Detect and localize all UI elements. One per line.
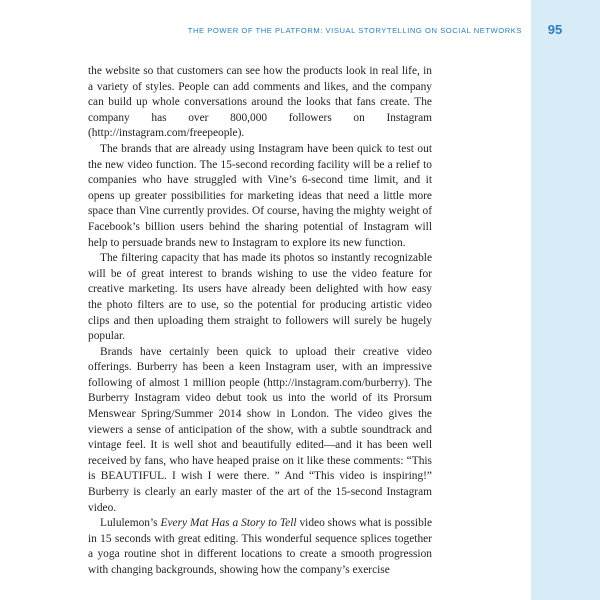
paragraph-4: Brands have certainly been quick to upload their creative video offerings. Burberry has been a keen Instagram user, with an impressive following of almost 1 million people (http://instagram.com/burberry). The Burberry Instagram video debut took us into the world of its Prorsum Menswear Spring/Summer 2014 show in London. The video gives the viewers a sense of anticipation of the show, with a subtle soundtrack and vintage feel. It is well shot and beautifully edited—and it has been well received by fans, who have heaped praise on it like these comments: “This is BEAUTIFUL. I wish I were there. ” And “This video is inspiring!” Burberry is clearly an early master of the art of the 15-second Instagram video.	[88, 345, 432, 514]
paragraph-1: the website so that customers can see how the products look in real life, in a variety of styles. People can add comments and likes, and the company can build up whole conversations around the looks that fans create. The company has over 800,000 followers on Instagram (http://instagram.com/freepeople).	[88, 65, 432, 140]
page-number: 95	[547, 22, 563, 37]
paragraph-5-lead: Lululemon’s	[100, 517, 161, 530]
page-side-band	[531, 0, 600, 600]
paragraph-2: The brands that are already using Instagram have been quick to test out the new video function. The 15-second recording facility will be a relief to companies who have struggled with Vine’s 6-second time limit, and it opens up greater possibilities for marketing ideas that need a little more space than Vine currently provides. Of course, having the mighty weight of Facebook’s billion users behind the sharing potential of Instagram will help to persuade brands new to Instagram to explore its new function.	[88, 142, 432, 249]
running-head: THE POWER OF THE PLATFORM: VISUAL STORYTELLING ON SOCIAL NETWORKS	[187, 26, 522, 35]
paragraph-5	[88, 516, 432, 578]
paragraph-5-rest: video shows what is possible in 15 seconds with great editing. This wonderful sequence splices together a yoga routine shot in different locations to create a smooth progression with changing backgrounds, showing how the company’s exercise	[88, 517, 432, 576]
paragraph-3: The filtering capacity that has made its photos so instantly recognizable will be of great interest to brands wishing to use the video feature for creative marketing. Its users have already been delighted with how easy the photo filters are to use, so the potential for producing artistic video clips and then uploading them straight to followers will surely be hugely popular.	[88, 252, 432, 343]
body-text	[88, 64, 432, 579]
video-title: Every Mat Has a Story to Tell	[160, 517, 297, 530]
